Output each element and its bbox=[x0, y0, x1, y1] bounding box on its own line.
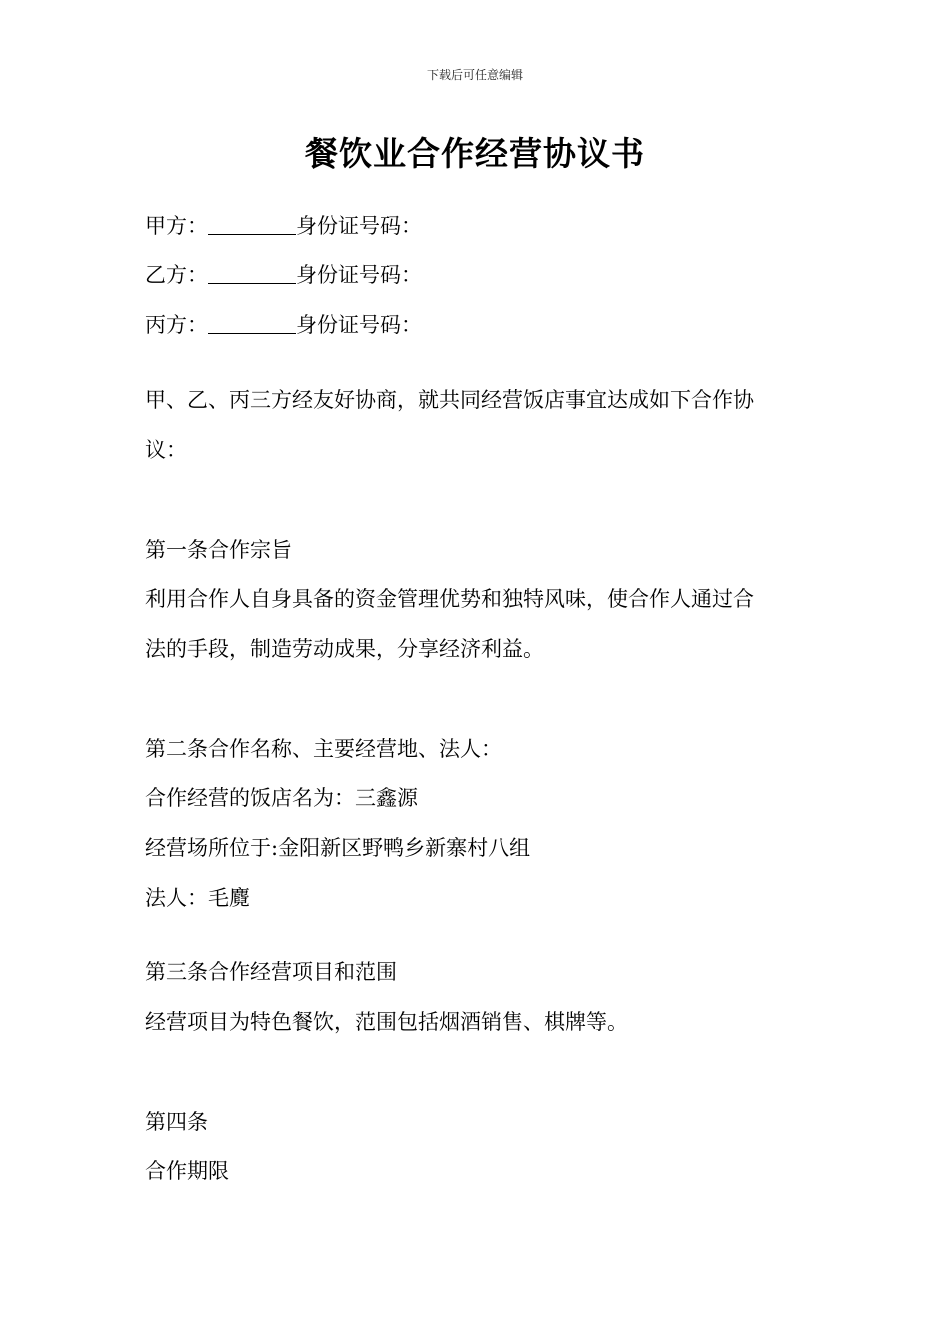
party-c-line bbox=[145, 311, 422, 339]
article-2-name: 合作经营的饭店名为：三鑫源 bbox=[145, 786, 418, 810]
party-b-line bbox=[145, 261, 422, 289]
preamble-line-1: 甲、乙、丙三方经友好协商，就共同经营饭店事宜达成如下合作协 bbox=[145, 388, 754, 412]
preamble-line-2: 议： bbox=[145, 438, 187, 462]
party-b-id-label: 身份证号码： bbox=[296, 263, 422, 287]
party-c-label: 丙方： bbox=[145, 313, 208, 337]
article-4-subheading: 合作期限 bbox=[145, 1159, 229, 1183]
party-c-name-blank bbox=[208, 313, 296, 334]
party-a-line bbox=[145, 212, 422, 240]
party-b-label: 乙方： bbox=[145, 263, 208, 287]
party-a-name-blank bbox=[208, 214, 296, 235]
article-3-heading: 第三条合作经营项目和范围 bbox=[145, 960, 397, 984]
header-note: 下载后可任意编辑 bbox=[426, 68, 523, 82]
article-2-legal-person: 法人：毛麑 bbox=[145, 886, 250, 910]
article-2-heading: 第二条合作名称、主要经营地、法人： bbox=[145, 737, 502, 761]
article-3-line-1: 经营项目为特色餐饮，范围包括烟酒销售、棋牌等。 bbox=[145, 1010, 628, 1034]
document-title: 餐饮业合作经营协议书 bbox=[305, 134, 645, 173]
article-1-heading: 第一条合作宗旨 bbox=[145, 538, 292, 562]
article-1-line-2: 法的手段，制造劳动成果，分享经济利益。 bbox=[145, 637, 544, 661]
article-2-location: 经营场所位于:金阳新区野鸭乡新寨村八组 bbox=[145, 836, 531, 860]
party-c-id-label: 身份证号码： bbox=[296, 313, 422, 337]
party-b-name-blank bbox=[208, 263, 296, 284]
party-a-label: 甲方： bbox=[145, 214, 208, 238]
party-a-id-label: 身份证号码： bbox=[296, 214, 422, 238]
article-4-heading: 第四条 bbox=[145, 1110, 208, 1134]
article-1-line-1: 利用合作人自身具备的资金管理优势和独特风味，使合作人通过合 bbox=[145, 587, 754, 611]
